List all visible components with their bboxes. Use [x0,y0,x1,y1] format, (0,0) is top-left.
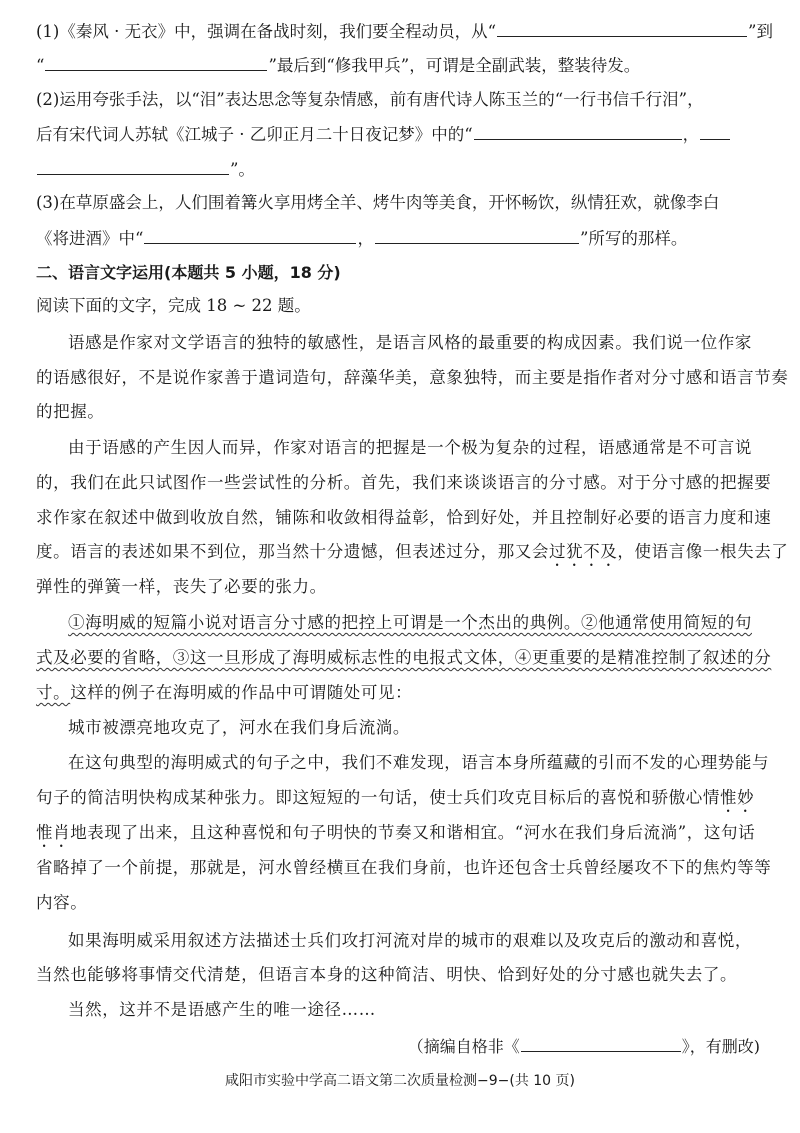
passage-p7: 当然，这并不是语感产生的唯一途径…… [68,1000,376,1019]
emphasized-idiom: 惟肖 [36,823,71,842]
emphasized-idiom: 惟妙 [720,788,755,807]
passage-p3-line1 [68,612,768,634]
passage-p1-line3: 的把握。 [36,402,105,421]
section-title: 二、语言文字运用(本题共 5 小题，18 分) [36,263,341,282]
answer-blank-5[interactable] [144,227,356,244]
answer-blank-3[interactable] [474,123,682,140]
q17-item2-line3: ”。 [36,158,766,181]
passage-p2-line4: 度。语言的表述如果不到位，那当然十分遗憾，但表述过分，那又会过犹不及，使语言像一根失去了 [36,542,789,561]
passage-p6-line1: 如果海明威采用叙述方法描述士兵们攻打河流对岸的城市的艰难以及攻克后的激动和喜悦， [68,931,752,950]
q17-item1-line1: (1)《秦风 · 无衣》中，强调在备战时刻，我们要全程动员，从“ ”到 [36,22,773,41]
passage-p2-line5: 弹性的弹簧一样，丧失了必要的张力。 [36,577,327,596]
passage-p5-line3: 惟肖地表现了出来，且这种喜悦和句子明快的节奏又和谐相宜。“河水在我们身后流淌”，这句话 [36,823,756,842]
answer-blank-4-start[interactable] [700,123,730,140]
passage-p2-line2: 的，我们在此只试图作一些尝试性的分析。首先，我们来谈谈语言的分寸感。对于分寸感的把握要 [36,473,772,492]
passage-p1-line2: 的语感很好，不是说作家善于遣词造句，辞藻华美，意象独特，而主要是指作者对分寸感和语言节奏 [36,368,789,387]
passage-p5-line1: 在这句典型的海明威式的句子之中，我们不难发现，语言本身所蕴藏的引而不发的心理势能与 [68,753,770,772]
passage-p6-line2: 当然也能够将事情交代清楚，但语言本身的这种简洁、明快、恰到好处的分寸感也就失去了。 [36,965,738,984]
passage-example-sentence: 城市被漂亮地攻克了，河水在我们身后流淌。 [68,718,410,737]
passage-p2-line3: 求作家在叙述中做到收放自然，铺陈和收敛相得益彰，恰到好处，并且控制好必要的语言力度和速 [36,508,772,527]
q17-item3-line2: 《将进酒》中“ ， ”所写的那样。 [36,229,688,248]
section-instruction: 阅读下面的文字，完成 18 ~ 22 题。 [36,296,311,315]
wavy-underlined-sentence: 寸。 [36,683,71,702]
q17-item2-line2: 后有宋代词人苏轼《江城子 · 乙卯正月二十日夜记梦》中的“ ， [36,123,766,146]
answer-blank-2[interactable] [45,54,267,71]
q17-item3-line1: (3)在草原盛会上，人们围着篝火享用烤全羊、烤牛肉等美食，开怀畅饮，纵情狂欢，就像李白 [36,193,720,212]
passage-p3-line2 [36,647,772,669]
passage-p5-line4: 省略掉了一个前提，那就是，河水曾经横亘在我们身前，也许还包含士兵曾经屡攻不下的焦灼等等 [36,858,772,877]
q17-item2-line1: (2)运用夸张手法，以“泪”表达思念等复杂情感，前有唐代诗人陈玉兰的“一行书信千行泪”， [36,90,704,109]
passage-p3-line3: 寸。这样的例子在海明威的作品中可谓随处可见： [36,683,413,702]
answer-blank-6[interactable] [375,227,579,244]
passage-p2-line1: 由于语感的产生因人而异，作家对语言的把握是一个极为复杂的过程，语感通常是不可言说 [68,438,752,457]
q17-item1-line2: “ ”最后到“修我甲兵”，可谓是全副武装，整装待发。 [36,56,641,75]
source-title-blank[interactable] [521,1035,681,1052]
wavy-underlined-sentence: 式及必要的省略，③这一旦形成了海明威标志性的电报式文体，④更重要的是精准控制了叙述的分 [36,648,772,667]
answer-blank-4[interactable] [37,158,229,175]
emphasized-idiom: 过犹不及 [549,542,618,561]
answer-blank-1[interactable] [497,20,747,37]
wavy-underlined-sentence: ①海明威的短篇小说对语言分寸感的把控上可谓是一个杰出的典例。②他通常使用简短的句 [68,613,752,632]
passage-p5-line5: 内容。 [36,893,88,912]
page-footer: 咸阳市实验中学高二语文第二次质量检测−9−(共 10 页) [224,1073,575,1089]
passage-p1-line1: 语感是作家对文学语言的独特的敏感性，是语言风格的最重要的构成因素。我们说一位作家 [68,333,752,352]
source-attribution: （摘编自格非《 》，有删改) [407,1037,760,1056]
passage-p5-line2: 句子的简洁明快构成某种张力。即这短短的一句话，使士兵们攻克目标后的喜悦和骄傲心情惟妙 [36,788,755,807]
